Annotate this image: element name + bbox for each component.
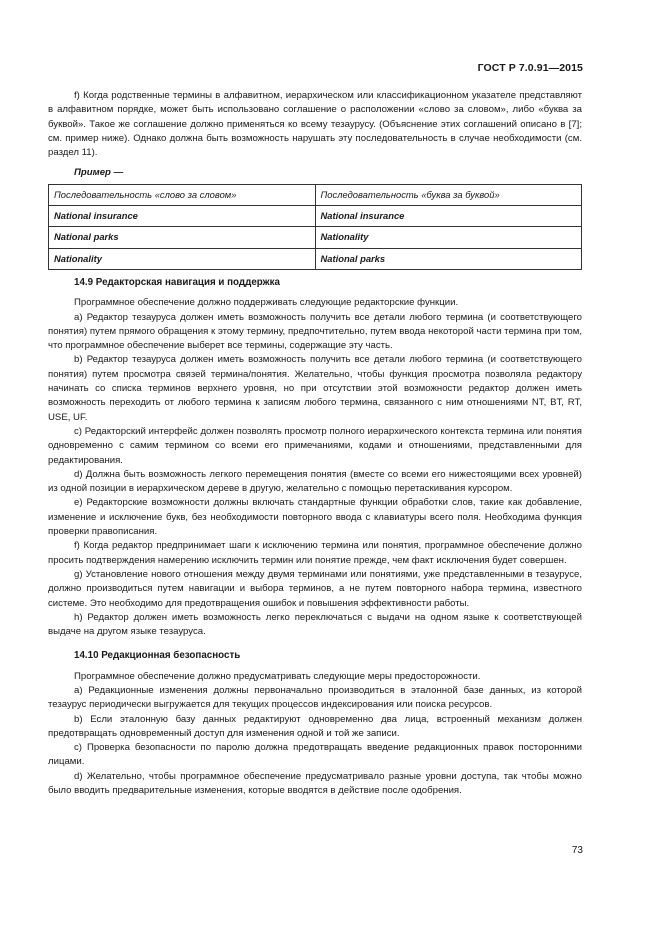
section-14-9-paragraph: b) Редактор тезауруса должен иметь возможность получить все детали любого термина (и соответствующего понятия) путем просмотра связей термина/понятия. Желательно, чтобы функция просмотра позволяла редактору начинать со списка терминов верхнего уровня, но при отсутствии этой возможности редактор должен иметь возможность переходить от любого термина к записям любого термина, связанного с ним отношениями NT, BT, RT, USE, UF. bbox=[48, 354, 582, 423]
table-cell: Nationality bbox=[49, 248, 316, 269]
section-14-9-title: 14.9 Редакторская навигация и поддержка bbox=[74, 276, 280, 288]
table-cell: National parks bbox=[315, 248, 582, 269]
section-14-10-paragraph: с) Проверка безопасности по паролю должна предотвращать введение редакционных правок посторонними лицами. bbox=[48, 742, 582, 768]
section-14-10-paragraph: d) Желательно, чтобы программное обеспечение предусматривало разные уровни доступа, так чтобы можно было вводить предварительные изменения, которые вводятся в действие после одобрения. bbox=[48, 770, 582, 797]
table-header-row bbox=[49, 184, 582, 205]
section-14-9-paragraph: d) Должна быть возможность легкого перемещения понятия (вместе со всеми его нижестоящими всех уровней) из одной позиции в иерархическом дереве в другую, желательно с помощью перетаскивания курсором. bbox=[48, 468, 582, 495]
section-14-9-paragraph: f) Когда редактор предпринимает шаги к исключению термина или понятия, программное обеспечение должно просить подтверждения намерению исключить термин или понятие прежде, чем факт исключения будет совершен. bbox=[48, 540, 582, 566]
example-label: Пример — bbox=[74, 167, 124, 179]
section-14-10-title: 14.10 Редакционная безопасность bbox=[74, 650, 241, 662]
page-number: 73 bbox=[571, 845, 583, 856]
example-table bbox=[48, 184, 582, 270]
table-row bbox=[49, 227, 582, 248]
section-14-9-paragraph: h) Редактор должен иметь возможность легко переключаться с выдачи на одном языке к соответствующей выдаче на другом языке тезауруса. bbox=[48, 611, 582, 638]
page-content bbox=[48, 89, 582, 798]
standard-header: ГОСТ Р 7.0.91—2015 bbox=[477, 62, 583, 74]
table-row bbox=[49, 206, 582, 227]
table-row bbox=[49, 248, 582, 269]
section-14-9-paragraph: g) Установление нового отношения между двумя терминами или понятиями, уже представленными в тезаурусе, должно производиться путем навигации и выбора терминов, а не путем повторного набора термина, известного системе. Это необходимо для предотвращения ошибок и повышения эффективности работы. bbox=[48, 568, 582, 609]
table-cell: National insurance bbox=[49, 206, 316, 227]
section-14-10-paragraph: а) Редакционные изменения должны первоначально производиться в эталонной базе данных, из которой тезаурус периодически выгружается для текущих процессов индексирования или поиска ресурсов. bbox=[48, 684, 582, 711]
section-14-9-paragraph: Программное обеспечение должно поддерживать следующие редакторские функции. bbox=[74, 297, 459, 309]
section-14-10-paragraph: b) Если эталонную базу данных редактируют одновременно два лица, встроенный механизм должен предотвращать одновременный доступ для изменения одной и той же записи. bbox=[48, 713, 582, 739]
section-14-9-paragraph: е) Редакторские возможности должны включать стандартные функции обработки слов, такие как добавление, изменение и исключение букв, без необходимости повторного ввода с клавиатуры всего поля. Необходима функция проверки правописания. bbox=[48, 497, 582, 538]
section-14-9-paragraph: а) Редактор тезауруса должен иметь возможность получить все детали любого термина (и соответствующего понятия) путем прямого обращения к этому термину, предпочтительно, путем ввода некоторой части термина при том, что программное обеспечение выберет все термины, содержащие эту часть. bbox=[48, 311, 582, 352]
table-header-cell: Последовательность «буква за буквой» bbox=[315, 184, 582, 205]
intro-paragraph: f) Когда родственные термины в алфавитном, иерархическом или классификационном указателе представляют в алфавитном порядке, может быть использовано соглашение о расположении «слово за словом», либо «буква за буквой». Такое же соглашение должно применяться ко всему тезаурусу. (Объяснение этих соглашений описано в [7]; см. пример ниже). Однако должна быть возможность нарушать эту последовательность в случае необходимости (см. раздел 11). bbox=[48, 90, 582, 159]
table-header-cell: Последовательность «слово за словом» bbox=[49, 184, 316, 205]
table-cell: National parks bbox=[49, 227, 316, 248]
section-14-9-paragraph: с) Редакторский интерфейс должен позволять просмотр полного иерархического контекста термина или понятия одновременно с самим термином со всеми его примечаниями, кодами и отношениями, представленными для редактирования. bbox=[48, 425, 582, 466]
section-14-10-paragraph: Программное обеспечение должно предусматривать следующие меры предосторожности. bbox=[74, 670, 481, 682]
table-cell: Nationality bbox=[315, 227, 582, 248]
table-cell: National insurance bbox=[315, 206, 582, 227]
